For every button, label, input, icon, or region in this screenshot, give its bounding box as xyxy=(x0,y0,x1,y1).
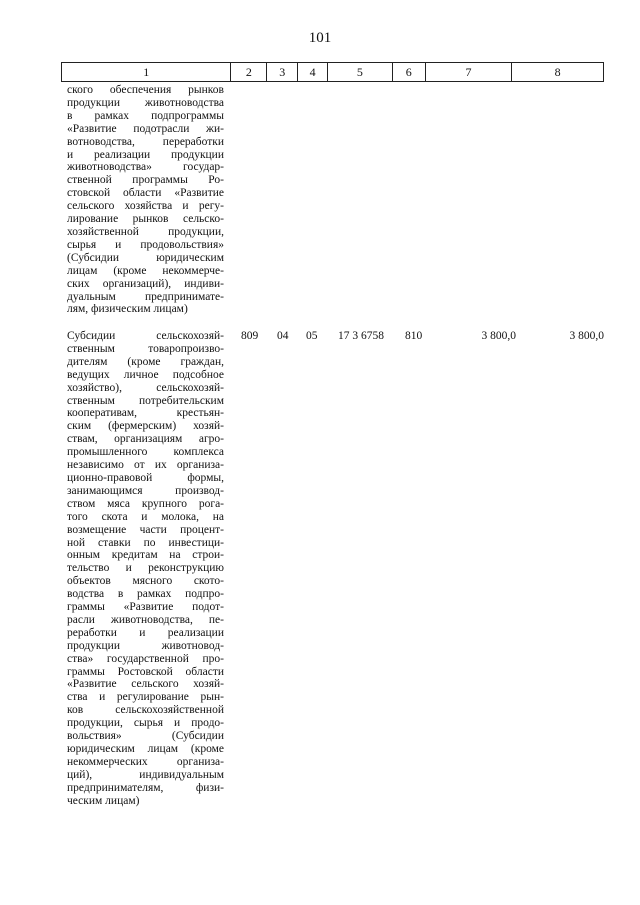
text-line: кооперативам, крестьян- xyxy=(67,407,224,420)
text-line: ственным товаропроизво- xyxy=(67,342,224,355)
text-line: юридическим лицам (кроме xyxy=(67,743,224,755)
row-description-subsidies xyxy=(67,330,224,808)
text-line: тельство и реконструкцию xyxy=(67,562,224,575)
text-line: лицам (кроме некоммерче- xyxy=(67,264,224,277)
text-line: дуальным предпринимате- xyxy=(67,290,224,303)
text-line: вотноводства, переработки xyxy=(67,135,224,148)
cell-ministry-code: 809 xyxy=(241,330,259,342)
text-line: возмещение части процент- xyxy=(67,523,224,536)
cell-amount-1: 3 800,0 xyxy=(481,330,516,342)
text-line: ства и регулирование рын- xyxy=(67,691,224,704)
text-line: вольствия» (Субсидии xyxy=(67,730,224,743)
text-line: стовской области «Развитие xyxy=(67,187,224,200)
text-line: хозяйственной продукции, xyxy=(67,225,224,238)
text-line: продукции животновод- xyxy=(67,639,224,652)
text-line: животноводства» государ- xyxy=(67,161,224,174)
header-cell-2: 2 xyxy=(231,63,267,81)
text-line: независимо от их организа- xyxy=(67,459,224,472)
text-line: ством мяса крупного рога- xyxy=(67,497,224,510)
text-line: онным кредитам на строи- xyxy=(67,549,224,562)
text-line: сельского хозяйства и регу- xyxy=(67,200,224,213)
text-line: некоммерческих организа- xyxy=(67,755,224,768)
text-line: в рамках подпрограммы xyxy=(67,109,224,122)
text-line: ческим лицам) xyxy=(67,794,140,807)
cell-amount-2: 3 800,0 xyxy=(569,330,604,342)
text-line: граммы «Развитие подот- xyxy=(67,601,224,614)
text-line: ной ставки по инвестици- xyxy=(67,536,224,549)
text-line: ства» государственной про- xyxy=(67,652,224,665)
header-cell-1: 1 xyxy=(62,63,231,81)
text-line: ственной программы Ро- xyxy=(67,174,224,187)
cell-target-article: 17 3 6758 xyxy=(338,330,384,342)
text-line: ствам, организациям агро- xyxy=(67,433,224,446)
text-line: ственным потребительским xyxy=(67,394,224,407)
header-cell-6: 6 xyxy=(393,63,426,81)
text-line: объектов мясного ското- xyxy=(67,575,224,588)
text-line: «Развитие подотрасли жи- xyxy=(67,122,224,135)
header-cell-8: 8 xyxy=(554,65,561,79)
text-line: ков сельскохозяйственной xyxy=(67,704,224,717)
text-line: лирование рынков сельско- xyxy=(67,213,224,226)
text-line: ведущих личное подсобное xyxy=(67,368,224,381)
text-line: дителям (кроме граждан, xyxy=(67,355,224,368)
text-line: реработки и реализации xyxy=(67,626,224,639)
header-cell-3: 3 xyxy=(267,63,298,81)
cell-expense-type: 810 xyxy=(405,330,423,342)
text-line: сырья и продовольствия» xyxy=(67,238,224,251)
text-line: ских организаций), индиви- xyxy=(67,277,224,290)
cell-subsection-code: 05 xyxy=(306,330,318,342)
text-line: ским (фермерским) хозяй- xyxy=(67,420,224,433)
text-line: ского обеспечения рынков xyxy=(67,84,224,96)
header-cell-4: 4 xyxy=(298,63,328,81)
text-line: промышленного комплекса xyxy=(67,446,224,459)
text-line: ционно-правовой формы, xyxy=(67,471,224,484)
text-line: расли животноводства, пе- xyxy=(67,613,224,626)
text-line: Субсидии сельскохозяй- xyxy=(67,330,224,342)
text-line: граммы Ростовской области xyxy=(67,665,224,678)
header-cell-5: 5 xyxy=(328,63,393,81)
text-line: и реализации продукции xyxy=(67,148,224,161)
text-line: продукции животноводства xyxy=(67,96,224,109)
text-line: предпринимателям, физи- xyxy=(67,781,224,794)
header-cell-7: 7 xyxy=(426,63,513,81)
text-line: «Развитие сельского хозяй- xyxy=(67,678,224,691)
text-line: лям, физическим лицам) xyxy=(67,303,188,316)
text-line: ций), индивидуальным xyxy=(67,768,224,781)
text-line: (Субсидии юридическим xyxy=(67,251,224,264)
text-line: того скота и молока, на xyxy=(67,510,224,523)
text-line: водства в рамках подпро- xyxy=(67,588,224,601)
table-header-row xyxy=(61,62,604,82)
text-line: хозяйство), сельскохозяй- xyxy=(67,381,224,394)
row-description-continued xyxy=(67,84,224,316)
text-line: занимающимся производ- xyxy=(67,484,224,497)
cell-section-code: 04 xyxy=(277,330,289,342)
page-number: 101 xyxy=(308,30,332,46)
text-line: продукции, сырья и продо- xyxy=(67,717,224,730)
